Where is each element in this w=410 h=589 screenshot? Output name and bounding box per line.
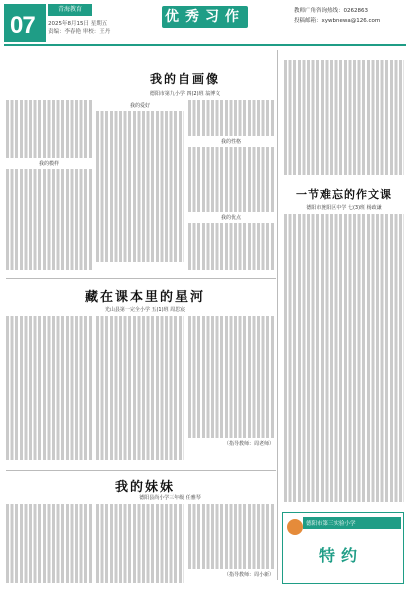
article1-subhead-4: 我的优点: [220, 214, 241, 221]
header-rule: [4, 44, 406, 46]
article4-column-1: [6, 504, 92, 584]
page-number: 07: [10, 12, 35, 39]
school-name: 德阳市第三实验小学: [303, 517, 401, 529]
article1-subhead-3: 我的性格: [220, 138, 241, 145]
article3-byline: 光山县第一完全小学 五(1)班 周思宸: [104, 307, 186, 313]
article1-column-3: [188, 100, 274, 270]
divider-2: [6, 470, 276, 471]
article1-column-1: [6, 100, 92, 270]
editor-text: 责编：李春艳 审校：王丹: [48, 29, 111, 35]
article2-title: 一节难忘的作文课: [296, 188, 392, 201]
article1-subhead-1: 我的模样: [38, 160, 59, 167]
article4-column-3: [188, 504, 274, 584]
divider-1: [6, 278, 276, 279]
article1-continued: [284, 60, 404, 180]
section-title: 优秀习作: [162, 6, 248, 28]
school-badge-icon: [287, 519, 303, 535]
article1-subhead-2: 我的爱好: [129, 103, 150, 109]
article4-byline: 德阳县尚小学三年级 任雅琴: [139, 495, 201, 501]
date-text: 2025年8月15日 星期五: [48, 21, 108, 27]
dateline: [48, 20, 110, 36]
article3-title: 藏在课本里的星河: [84, 290, 205, 305]
article2-body: [284, 214, 404, 510]
paper-logo: 青海教育: [48, 4, 92, 16]
page-number-box: [4, 4, 46, 42]
article4-signoff: （指导教师：周小新）: [223, 571, 274, 578]
article3-column-2: [96, 316, 184, 466]
contact-phone: 教师广角咨询热线：0262863: [294, 8, 368, 14]
article1-column-2b: [96, 100, 184, 270]
school-sponsor-box: [282, 512, 404, 584]
contact-email: 投稿邮箱：xywbnewa@126.com: [294, 18, 381, 24]
masthead: [0, 0, 410, 46]
article3-column-3: [188, 316, 274, 466]
article4-title: 我的妹妹: [114, 480, 175, 495]
article1-byline: 德阳市第九小学 四(2)班 翁博文: [149, 91, 221, 97]
article3-signoff: （指导教师：周老师）: [223, 441, 274, 448]
article4-column-2: [96, 504, 184, 584]
article3-column-1: [6, 316, 92, 466]
column-divider: [277, 50, 278, 580]
sponsor-tag: 特约: [319, 546, 364, 565]
article1-title: 我的自画像: [149, 72, 220, 86]
contact-info: [294, 6, 404, 26]
article2-byline: 德阳市旌阳区中学 七(3)班 杨政谦: [306, 205, 382, 211]
